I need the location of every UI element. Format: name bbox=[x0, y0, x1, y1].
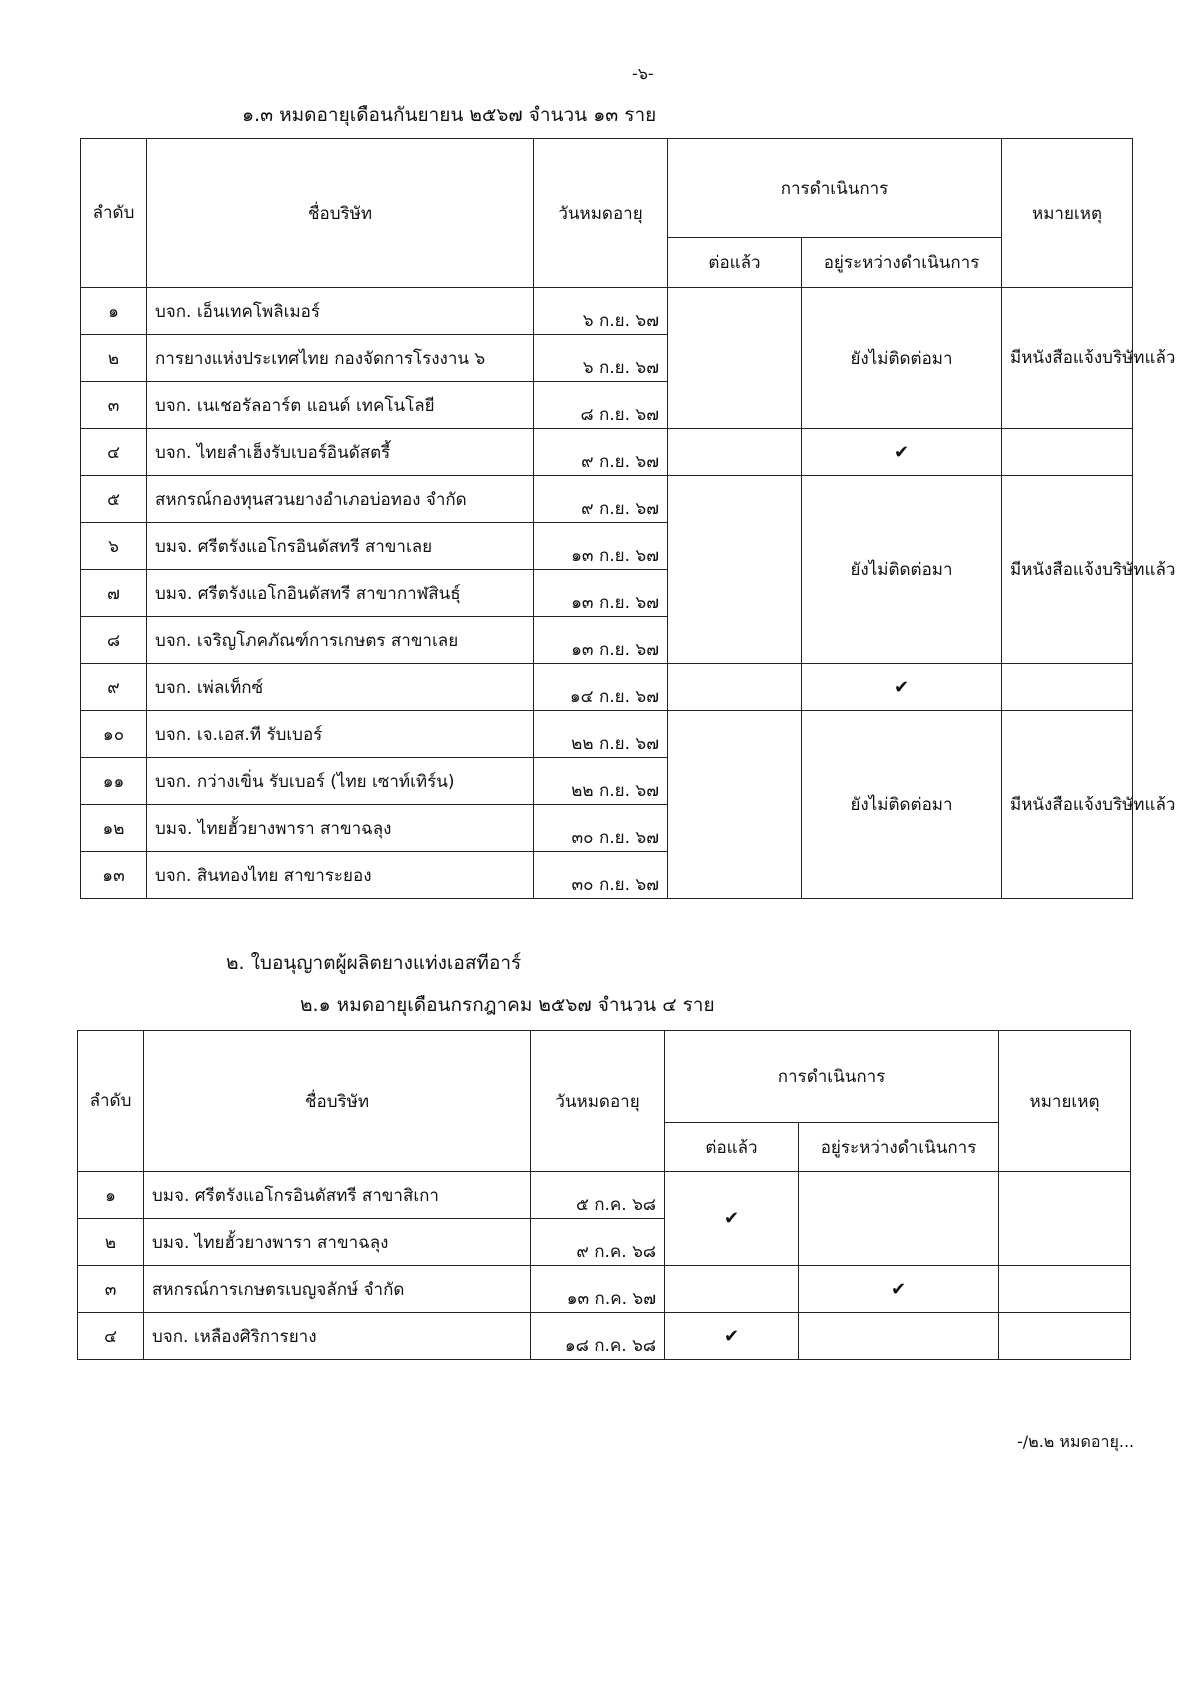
header-company: ชื่อบริษัท bbox=[147, 139, 534, 288]
row-number: ๑๐ bbox=[81, 711, 147, 758]
expiry-date: ๓๐ ก.ย. ๖๗ bbox=[534, 805, 668, 852]
renewed-cell bbox=[668, 288, 802, 429]
renewed-cell bbox=[665, 1266, 799, 1313]
remark-cell bbox=[1002, 429, 1133, 476]
renewed-cell bbox=[668, 664, 802, 711]
table-row bbox=[78, 1313, 1131, 1360]
checkmark-icon: ✔ bbox=[665, 1172, 799, 1266]
table2-heading: ๒.๑ หมดอายุเดือนกรกฎาคม ๒๕๖๗ จำนวน ๔ ราย bbox=[300, 994, 715, 1016]
expiry-date: ๕ ก.ค. ๖๘ bbox=[531, 1172, 665, 1219]
renewed-cell bbox=[668, 476, 802, 664]
renewed-cell bbox=[668, 429, 802, 476]
in-progress-cell bbox=[799, 1313, 999, 1360]
row-number: ๓ bbox=[78, 1266, 144, 1313]
company-name: บจก. เจ.เอส.ที รับเบอร์ bbox=[147, 711, 534, 758]
page-number: -๖- bbox=[632, 64, 654, 83]
checkmark-icon: ✔ bbox=[802, 664, 1002, 711]
header-expiry: วันหมดอายุ bbox=[534, 139, 668, 288]
expiry-date: ๖ ก.ย. ๖๗ bbox=[534, 335, 668, 382]
expiry-date: ๓๐ ก.ย. ๖๗ bbox=[534, 852, 668, 899]
row-number: ๒ bbox=[81, 335, 147, 382]
table-expiry-july bbox=[77, 1030, 1131, 1360]
expiry-date: ๑๓ ก.ค. ๖๗ bbox=[531, 1266, 665, 1313]
expiry-date: ๒๒ ก.ย. ๖๗ bbox=[534, 711, 668, 758]
table-row bbox=[81, 711, 1133, 758]
table1-heading: ๑.๓ หมดอายุเดือนกันยายน ๒๕๖๗ จำนวน ๑๓ ราย bbox=[242, 104, 657, 126]
header-action: การดำเนินการ bbox=[665, 1031, 999, 1123]
header-renewed: ต่อแล้ว bbox=[668, 238, 802, 288]
status-not-contacted: ยังไม่ติดต่อมา bbox=[802, 476, 1002, 664]
remark-cell bbox=[1002, 664, 1133, 711]
status-not-contacted: ยังไม่ติดต่อมา bbox=[802, 288, 1002, 429]
company-name: บจก. กว่างเขิ่น รับเบอร์ (ไทย เซาท์เทิร์น) bbox=[147, 758, 534, 805]
company-name: บมจ. ศรีตรังแอโกอินดัสทรี สาขากาฬสินธุ์ bbox=[147, 570, 534, 617]
header-remark: หมายเหตุ bbox=[999, 1031, 1131, 1172]
expiry-date: ๖ ก.ย. ๖๗ bbox=[534, 288, 668, 335]
company-name: สหกรณ์การเกษตรเบญจลักษ์ จำกัด bbox=[144, 1266, 531, 1313]
header-in-progress: อยู่ระหว่างดำเนินการ bbox=[799, 1123, 999, 1172]
header-order: ลำดับ bbox=[78, 1031, 144, 1172]
expiry-date: ๙ ก.ย. ๖๗ bbox=[534, 429, 668, 476]
header-expiry: วันหมดอายุ bbox=[531, 1031, 665, 1172]
expiry-date: ๘ ก.ย. ๖๗ bbox=[534, 382, 668, 429]
expiry-date: ๑๓ ก.ย. ๖๗ bbox=[534, 570, 668, 617]
row-number: ๑๒ bbox=[81, 805, 147, 852]
remark-notified: มีหนังสือแจ้งบริษัทแล้ว bbox=[1002, 288, 1133, 429]
header-renewed: ต่อแล้ว bbox=[665, 1123, 799, 1172]
company-name: บมจ. ศรีตรังแอโกรอินดัสทรี สาขาสิเกา bbox=[144, 1172, 531, 1219]
header-action: การดำเนินการ bbox=[668, 139, 1002, 238]
remark-notified: มีหนังสือแจ้งบริษัทแล้ว bbox=[1002, 476, 1133, 664]
company-name: บจก. เนเชอรัลอาร์ต แอนด์ เทคโนโลยี bbox=[147, 382, 534, 429]
row-number: ๘ bbox=[81, 617, 147, 664]
row-number: ๑๓ bbox=[81, 852, 147, 899]
header-in-progress: อยู่ระหว่างดำเนินการ bbox=[802, 238, 1002, 288]
row-number: ๗ bbox=[81, 570, 147, 617]
header-company: ชื่อบริษัท bbox=[144, 1031, 531, 1172]
company-name: บจก. เอ็นเทคโพลิเมอร์ bbox=[147, 288, 534, 335]
row-number: ๕ bbox=[81, 476, 147, 523]
checkmark-icon: ✔ bbox=[802, 429, 1002, 476]
row-number: ๓ bbox=[81, 382, 147, 429]
table-row bbox=[81, 664, 1133, 711]
company-name: บมจ. ไทยฮั้วยางพารา สาขาฉลุง bbox=[144, 1219, 531, 1266]
row-number: ๒ bbox=[78, 1219, 144, 1266]
expiry-date: ๙ ก.ค. ๖๘ bbox=[531, 1219, 665, 1266]
row-number: ๔ bbox=[81, 429, 147, 476]
status-not-contacted: ยังไม่ติดต่อมา bbox=[802, 711, 1002, 899]
remark-notified: มีหนังสือแจ้งบริษัทแล้ว bbox=[1002, 711, 1133, 899]
row-number: ๑ bbox=[81, 288, 147, 335]
row-number: ๔ bbox=[78, 1313, 144, 1360]
expiry-date: ๑๓ ก.ย. ๖๗ bbox=[534, 523, 668, 570]
company-name: บมจ. ไทยฮั้วยางพารา สาขาฉลุง bbox=[147, 805, 534, 852]
company-name: บจก. เหลืองศิริการยาง bbox=[144, 1313, 531, 1360]
company-name: บจก. เพ่ลเท็กซ์ bbox=[147, 664, 534, 711]
company-name: การยางแห่งประเทศไทย กองจัดการโรงงาน ๖ bbox=[147, 335, 534, 382]
expiry-date: ๑๘ ก.ค. ๖๘ bbox=[531, 1313, 665, 1360]
remark-cell bbox=[999, 1266, 1131, 1313]
table-row bbox=[81, 476, 1133, 523]
company-name: บจก. เจริญโภคภัณฑ์การเกษตร สาขาเลย bbox=[147, 617, 534, 664]
footer-continuation: -/๒.๒ หมดอายุ... bbox=[1017, 1432, 1135, 1451]
company-name: บมจ. ศรีตรังแอโกรอินดัสทรี สาขาเลย bbox=[147, 523, 534, 570]
in-progress-cell bbox=[799, 1172, 999, 1266]
row-number: ๖ bbox=[81, 523, 147, 570]
table-expiry-september bbox=[80, 138, 1176, 899]
expiry-date: ๑๓ ก.ย. ๖๗ bbox=[534, 617, 668, 664]
expiry-date: ๑๔ ก.ย. ๖๗ bbox=[534, 664, 668, 711]
checkmark-icon: ✔ bbox=[799, 1266, 999, 1313]
table-row bbox=[78, 1266, 1131, 1313]
table-row bbox=[81, 288, 1133, 335]
remark-cell bbox=[999, 1172, 1131, 1266]
expiry-date: ๙ ก.ย. ๖๗ bbox=[534, 476, 668, 523]
company-name: บจก. ไทยลำเฮ็งรับเบอร์อินดัสตรี้ bbox=[147, 429, 534, 476]
company-name: บจก. สินทองไทย สาขาระยอง bbox=[147, 852, 534, 899]
row-number: ๑๑ bbox=[81, 758, 147, 805]
renewed-cell bbox=[668, 711, 802, 899]
table-row bbox=[81, 429, 1133, 476]
row-number: ๑ bbox=[78, 1172, 144, 1219]
section2-heading: ๒. ใบอนุญาตผู้ผลิตยางแท่งเอสทีอาร์ bbox=[226, 952, 522, 974]
checkmark-icon: ✔ bbox=[665, 1313, 799, 1360]
table-row bbox=[78, 1172, 1131, 1219]
expiry-date: ๒๒ ก.ย. ๖๗ bbox=[534, 758, 668, 805]
header-remark: หมายเหตุ bbox=[1002, 139, 1133, 288]
row-number: ๙ bbox=[81, 664, 147, 711]
company-name: สหกรณ์กองทุนสวนยางอำเภอบ่อทอง จำกัด bbox=[147, 476, 534, 523]
header-order: ลำดับ bbox=[81, 139, 147, 288]
remark-cell bbox=[999, 1313, 1131, 1360]
